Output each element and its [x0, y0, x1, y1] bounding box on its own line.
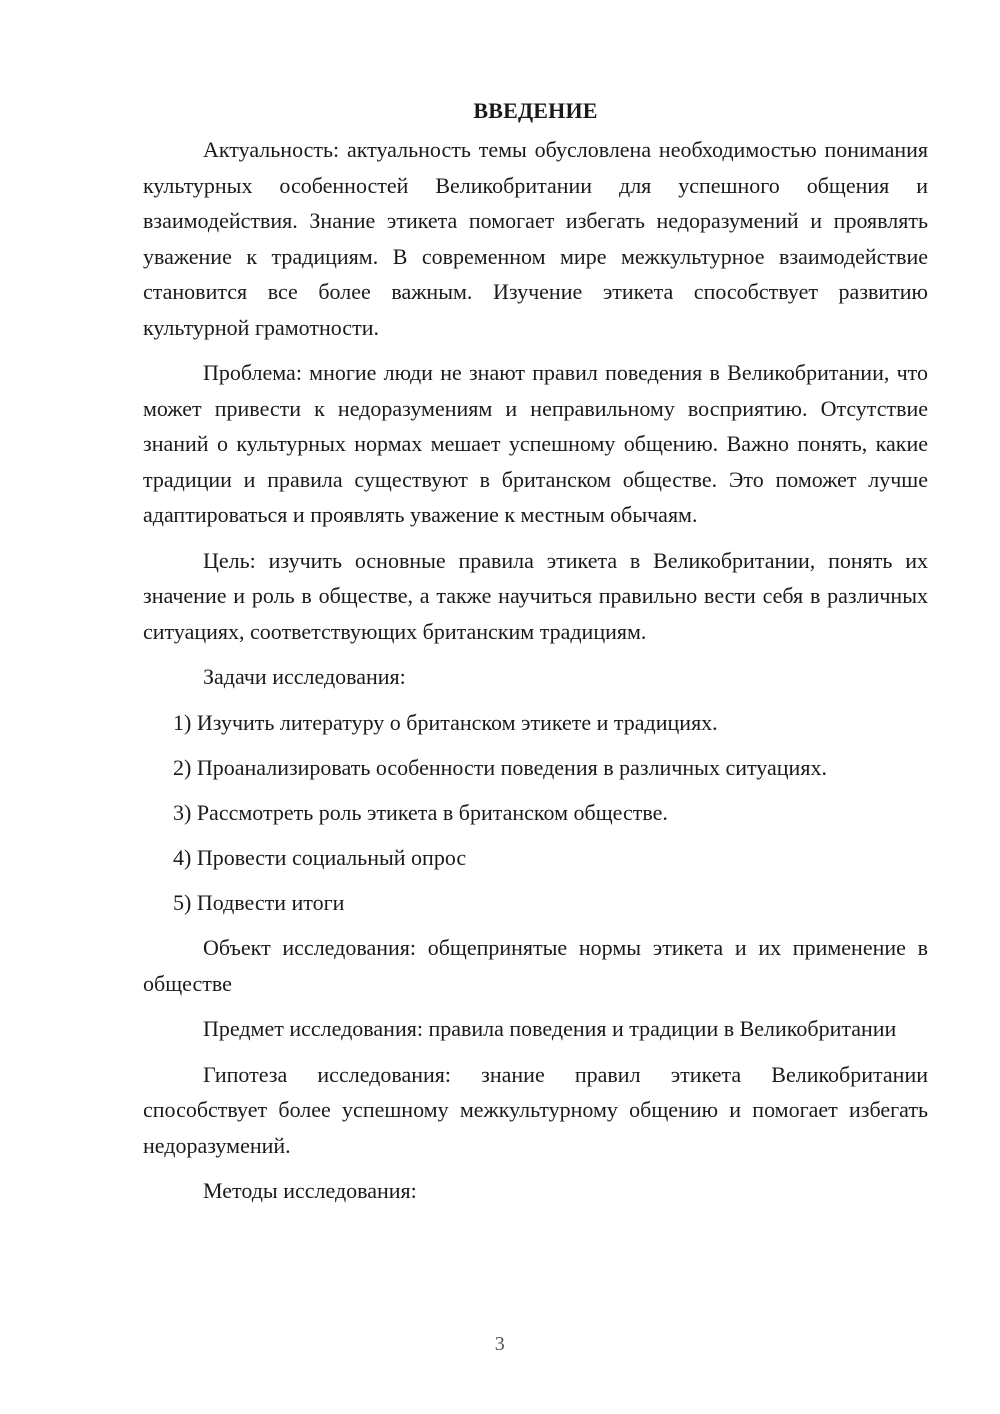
subject-paragraph: Предмет исследования: правила поведения и традиции в Великобритании	[203, 1016, 897, 1041]
page-number: 3	[494, 1333, 506, 1355]
problem-paragraph: Проблема: многие люди не знают правил поведения в Великобритании, что может привести к недоразумениям и неправильному восприятию. Отсутствие знаний о культурных нормах мешает успешному общению. Важно понять, какие традиции и правила существуют в британском обществе. Это поможет лучше адаптироваться и проявлять уважение к местным обычаям.	[143, 360, 928, 527]
list-item: 2) Проанализировать особенности поведения в различных ситуациях.	[173, 754, 827, 780]
goal-paragraph: Цель: изучить основные правила этикета в Великобритании, понять их значение и роль в обществе, а также научиться правильно вести себя в различных ситуациях, соответствующих британским традициям.	[143, 547, 928, 644]
tasks-heading: Задачи исследования:	[203, 664, 406, 689]
list-item: 1) Изучить литературу о британском этикете и традициях.	[173, 709, 718, 735]
methods-heading: Методы исследования:	[203, 1178, 417, 1203]
section-title: ВВЕДЕНИЕ	[473, 98, 598, 123]
hypothesis-paragraph: Гипотеза исследования: знание правил этикета Великобритании способствует более успешному межкультурному общению и помогает избегать недоразумений.	[143, 1061, 928, 1158]
relevance-paragraph: Актуальность: актуальность темы обусловлена необходимостью понимания культурных особенностей Великобритании для успешного общения и взаимодействия. Знание этикета помогает избегать недоразумений и проявлять уважение к традициям. В современном мире межкультурное взаимодействие становится все более важным. Изучение этикета способствует развитию культурной грамотности.	[143, 137, 928, 340]
list-item: 4) Провести социальный опрос	[173, 844, 467, 870]
list-item: 5) Подвести итоги	[173, 889, 345, 915]
tasks-list	[143, 705, 928, 921]
list-item: 3) Рассмотреть роль этикета в британском обществе.	[173, 799, 668, 825]
object-paragraph: Объект исследования: общепринятые нормы этикета и их применение в обществе	[143, 935, 928, 996]
document-page	[143, 96, 928, 1219]
